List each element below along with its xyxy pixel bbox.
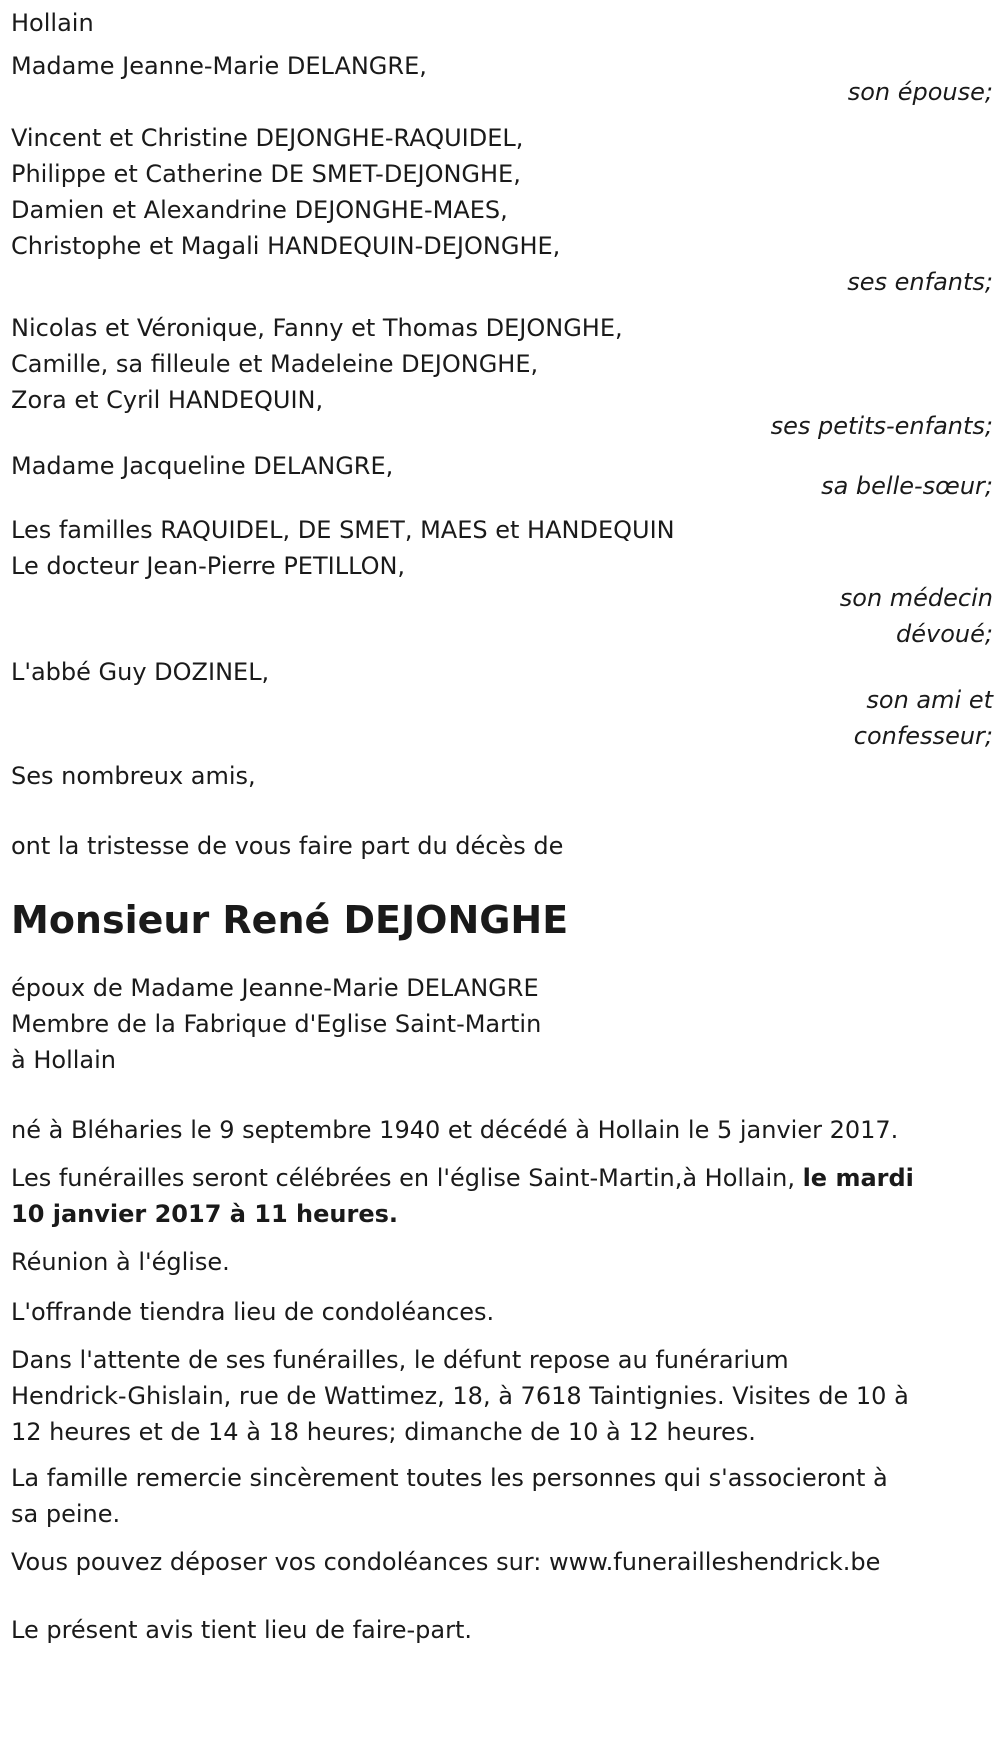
doctor-role-line: son médecin [839, 584, 993, 612]
deceased-name: Monsieur René DEJONGHE [11, 898, 569, 942]
sister-in-law-block [11, 446, 993, 506]
spouse-block [11, 46, 993, 112]
grandchild-line: Camille, sa filleule et Madeleine DEJONGHE, [11, 350, 539, 378]
birth-death-line: né à Bléharies le 9 septembre 1940 et décédé à Hollain le 5 janvier 2017. [11, 1116, 899, 1144]
thanks-paragraph: La famille remercie sincèrement toutes les personnes qui s'associeront à sa peine. [11, 1464, 888, 1528]
visitation-paragraph: Dans l'attente de ses funérailles, le défunt repose au funérarium Hendrick-Ghislain, rue de Wattimez, 18, à 7618 Taintignies. Visites de 10 à 12 heures et de 14 à 18 heures; dimanche de 10 à 12 heures. [11, 1346, 909, 1446]
funeral-paragraph [11, 1160, 921, 1232]
offering-line: L'offrande tiendra lieu de condoléances. [11, 1298, 495, 1326]
doctor-role [11, 580, 993, 652]
doctor-role-line: dévoué; [896, 620, 993, 648]
condolences-line [11, 1542, 993, 1582]
grandchild-line: Zora et Cyril HANDEQUIN, [11, 386, 324, 414]
doctor-line: Le docteur Jean-Pierre PETILLON, [11, 552, 406, 580]
abbe-block [11, 652, 993, 754]
abbe-name: L'abbé Guy DOZINEL, [11, 658, 270, 686]
child-line: Vincent et Christine DEJONGHE-RAQUIDEL, [11, 124, 524, 152]
obituary-content [11, 8, 993, 1650]
grandchildren-block [11, 310, 993, 446]
meeting-line: Réunion à l'église. [11, 1248, 230, 1276]
friends-line: Ses nombreux amis, [11, 762, 256, 790]
spouse-name: Madame Jeanne-Marie DELANGRE, [11, 52, 427, 80]
children-role: ses enfants; [847, 268, 993, 296]
funeral-text: Les funérailles seront célébrées en l'église Saint-Martin,à Hollain, [11, 1164, 803, 1192]
child-line: Damien et Alexandrine DEJONGHE-MAES, [11, 196, 508, 224]
child-line: Philippe et Catherine DE SMET-DEJONGHE, [11, 160, 521, 188]
detail-line: époux de Madame Jeanne-Marie DELANGRE [11, 974, 539, 1002]
footer-line: Le présent avis tient lieu de faire-part. [11, 1616, 473, 1644]
grandchild-line: Nicolas et Véronique, Fanny et Thomas DEJONGHE, [11, 314, 623, 342]
spouse-role: son épouse; [847, 78, 993, 106]
deceased-details [11, 970, 993, 1078]
abbe-role-line: confesseur; [853, 722, 993, 750]
detail-line: à Hollain [11, 1046, 116, 1074]
children-block [11, 120, 993, 302]
abbe-role [11, 682, 993, 754]
condolences-text: Vous pouvez déposer vos condoléances sur: www.funerailleshendrick.be [11, 1548, 881, 1576]
funeral-date: le mardi 10 janvier 2017 à 11 heures. [11, 1164, 914, 1228]
location-heading: Hollain [11, 9, 94, 37]
announcement-line: ont la tristesse de vous faire part du décès de [11, 832, 564, 860]
families-block [11, 512, 993, 652]
grandchildren-role: ses petits-enfants; [770, 412, 993, 440]
sister-in-law-role: sa belle-sœur; [821, 472, 993, 500]
sister-in-law-name: Madame Jacqueline DELANGRE, [11, 452, 394, 480]
child-line: Christophe et Magali HANDEQUIN-DEJONGHE, [11, 232, 561, 260]
abbe-role-line: son ami et [866, 686, 993, 714]
detail-line: Membre de la Fabrique d'Eglise Saint-Martin [11, 1010, 542, 1038]
families-line: Les familles RAQUIDEL, DE SMET, MAES et HANDEQUIN [11, 516, 675, 544]
